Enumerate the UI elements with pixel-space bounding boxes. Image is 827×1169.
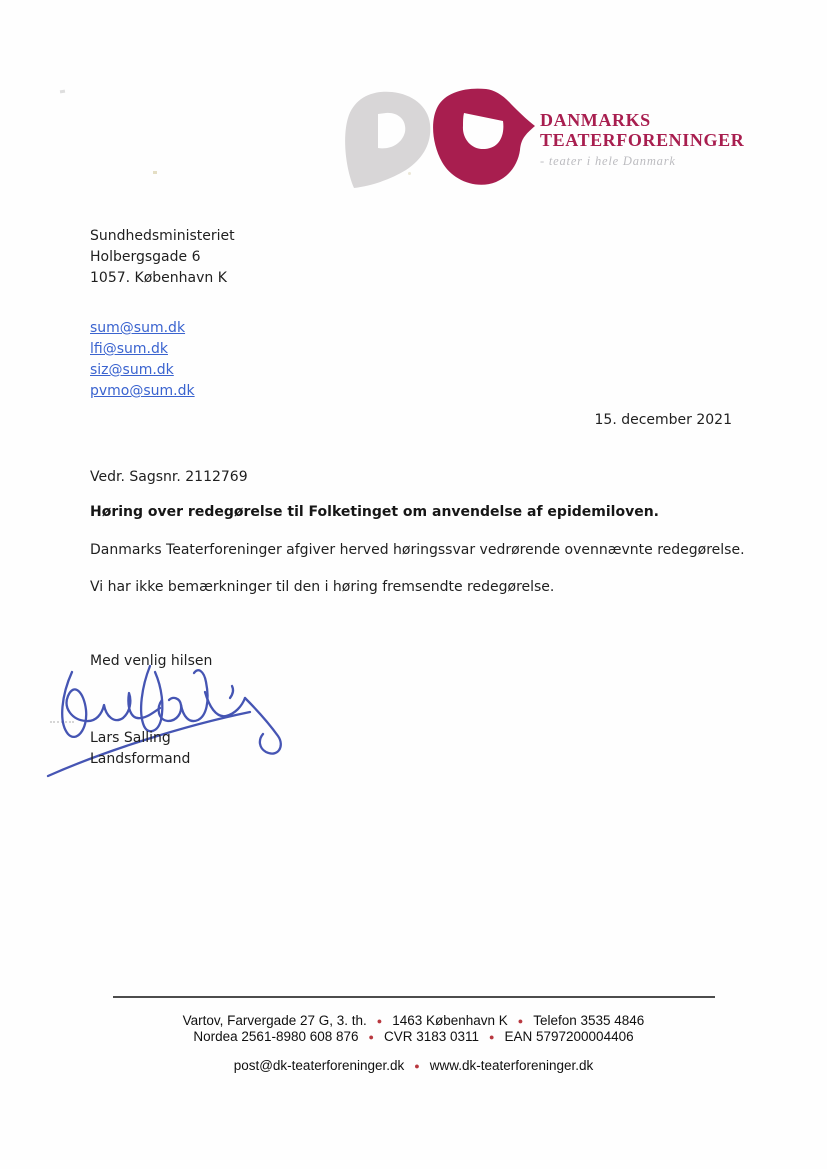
footer-cvr: CVR 3183 0311: [383, 1029, 480, 1044]
bullet-dot-icon: ●: [376, 1016, 383, 1026]
recipient-emails: [90, 318, 195, 402]
recipient-line: Sundhedsministeriet: [90, 228, 235, 244]
logo-wordmark: [540, 110, 744, 169]
footer-phone: Telefon 3535 4846: [533, 1013, 645, 1028]
letter-date: 15. december 2021: [594, 412, 732, 428]
sender-title: Landsformand: [90, 751, 191, 767]
bullet-dot-icon: ●: [489, 1032, 495, 1042]
footer-line-3: [0, 1058, 827, 1073]
sender-name: Lars Salling: [90, 730, 171, 746]
scan-speck: [153, 171, 157, 174]
email-link[interactable]: pvmo@sum.dk: [90, 383, 195, 399]
footer-bank: Nordea 2561-8980 608 876: [193, 1029, 359, 1044]
subject-heading: Høring over redegørelse til Folketinget om anvendelse af epidemiloven.: [90, 504, 659, 520]
recipient-address: [90, 226, 235, 289]
footer-email: post@dk-teaterforeninger.dk: [233, 1058, 405, 1073]
footer-line-2: [0, 1029, 827, 1044]
logo-wordmark-line2: TEATERFORENINGER: [540, 130, 745, 150]
recipient-line: Holbergsgade 6: [90, 249, 201, 265]
email-link[interactable]: sum@sum.dk: [90, 320, 186, 336]
email-link[interactable]: lfi@sum.dk: [90, 341, 168, 357]
footer-divider: [113, 996, 715, 998]
footer-ean: EAN 5797200004406: [504, 1029, 634, 1044]
bullet-dot-icon: ●: [517, 1016, 524, 1026]
recipient-line: 1057. København K: [90, 270, 227, 286]
salutation: Med venlig hilsen: [90, 653, 213, 669]
signature-block: [90, 728, 190, 770]
footer-line-1: [0, 1013, 827, 1028]
footer-website: www.dk-teaterforeninger.dk: [429, 1058, 594, 1073]
case-reference: Vedr. Sagsnr. 2112769: [90, 469, 248, 485]
logo-tagline: - teater i hele Danmark: [540, 154, 676, 168]
logo-mark-icon: [338, 86, 538, 191]
body-paragraph: Danmarks Teaterforeninger afgiver herved høringssvar vedrørende ovennævnte redegørelse.: [90, 542, 745, 558]
footer-city: 1463 København K: [392, 1013, 508, 1028]
logo-wordmark-line1: DANMARKS: [540, 110, 651, 130]
bullet-dot-icon: ●: [368, 1032, 374, 1042]
bullet-dot-icon: ●: [414, 1061, 420, 1071]
email-link[interactable]: siz@sum.dk: [90, 362, 174, 378]
scan-speck: [60, 90, 65, 94]
body-paragraph: Vi har ikke bemærkninger til den i høring fremsendte redegørelse.: [90, 579, 555, 595]
footer-address: Vartov, Farvergade 27 G, 3. th.: [182, 1013, 367, 1028]
